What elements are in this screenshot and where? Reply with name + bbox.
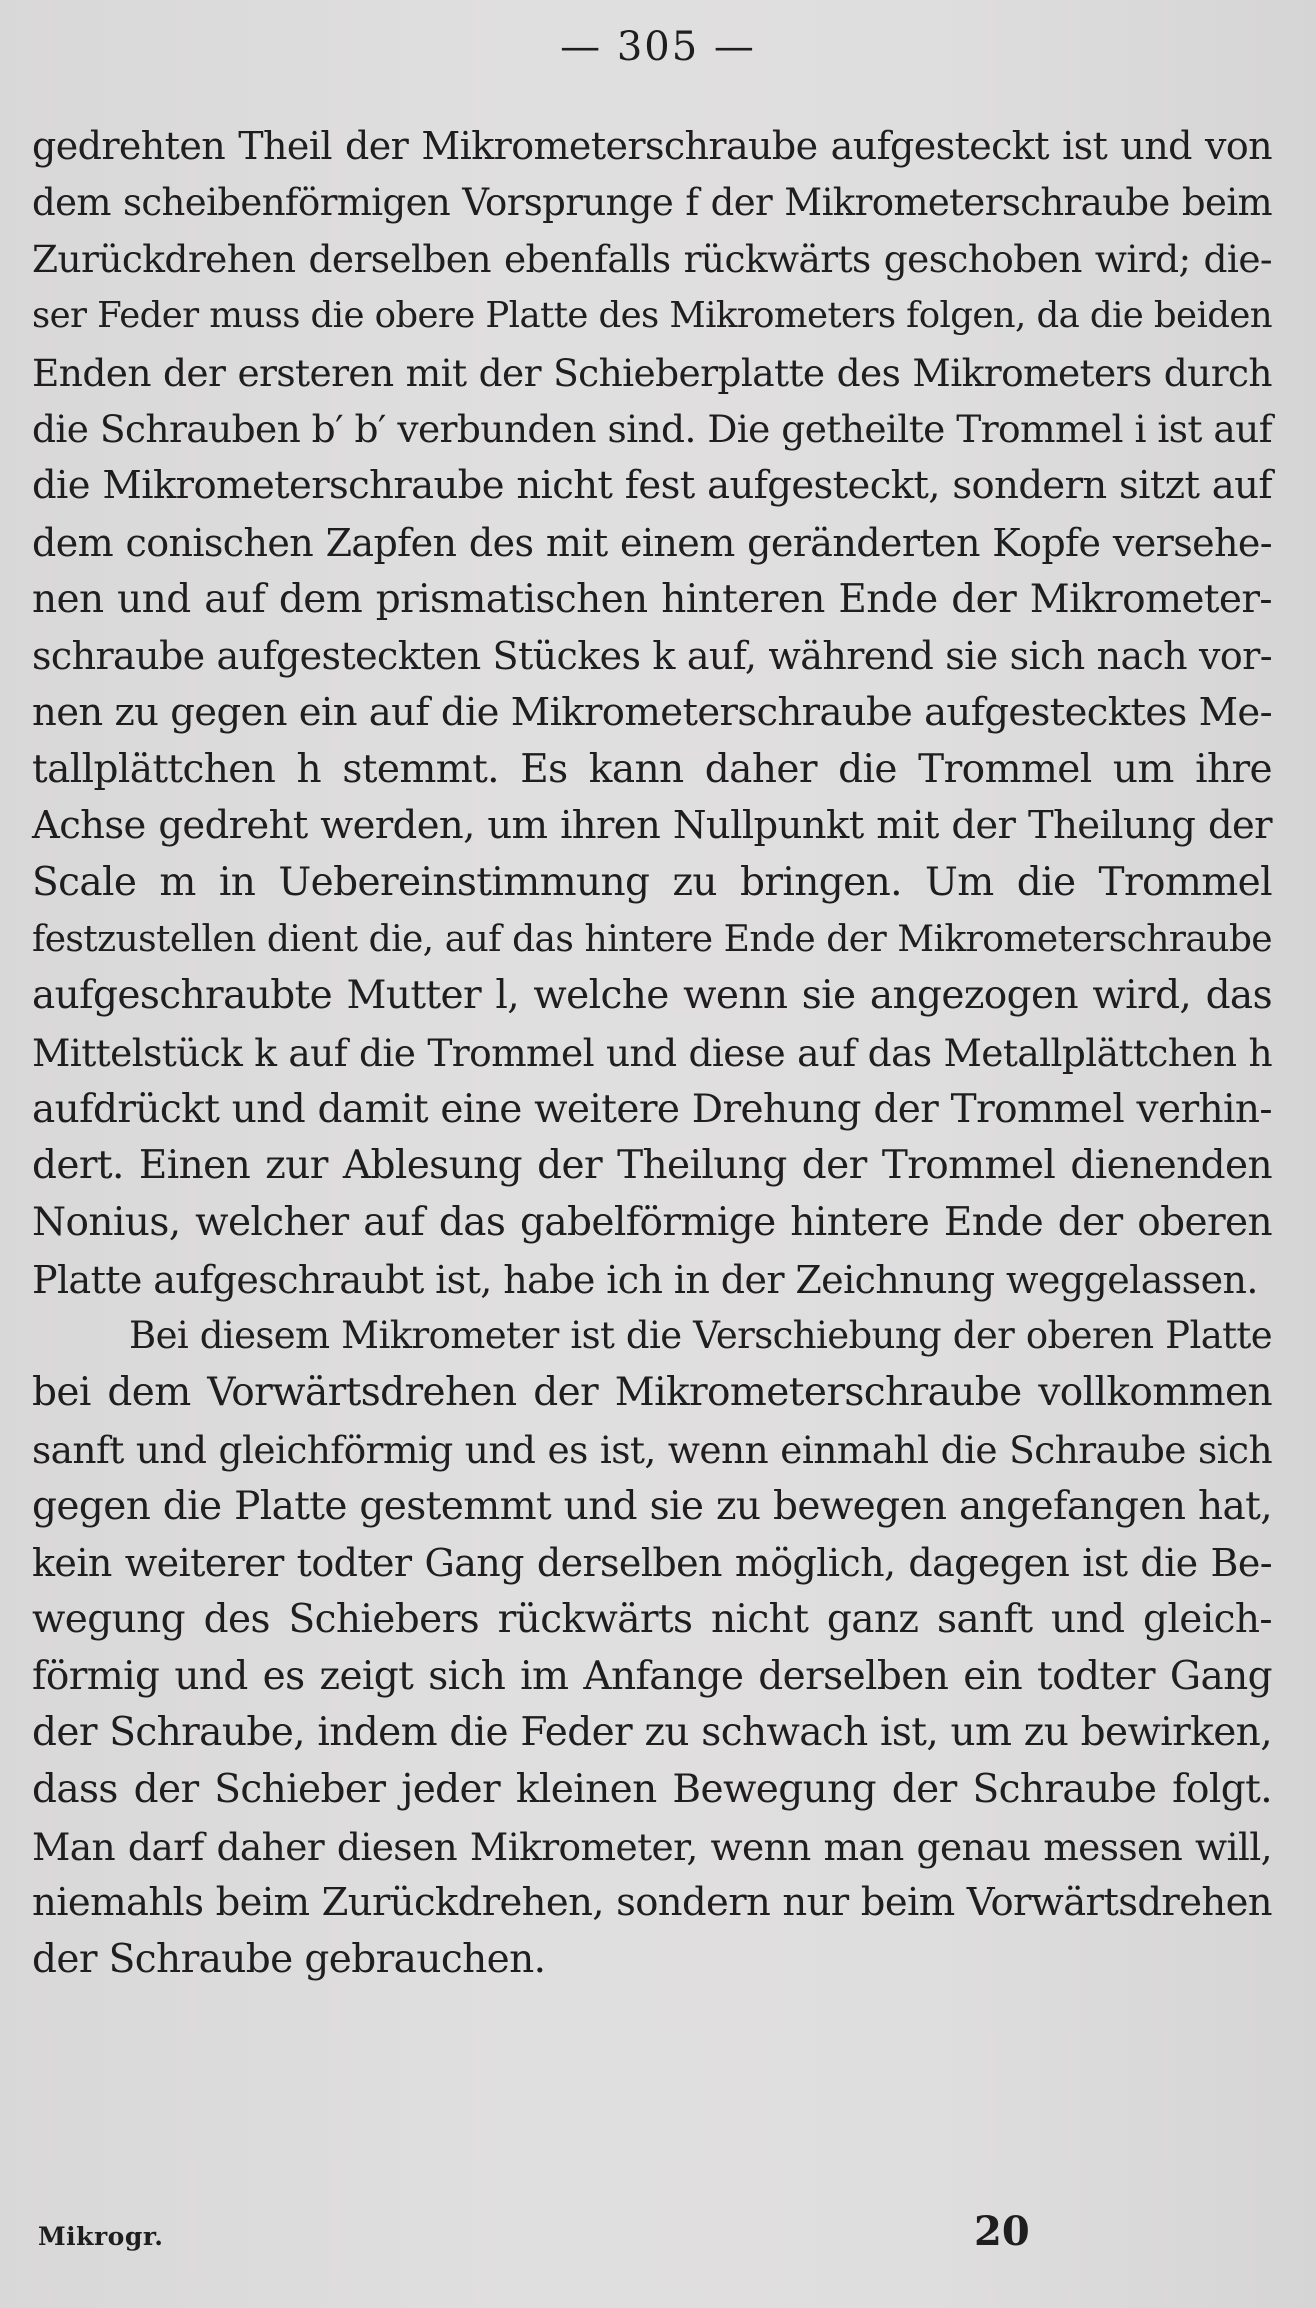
text-line: Man darf daher diesen Mikrometer, wenn man genau messen will, (32, 1824, 1272, 1869)
text-line: kein weiterer todter Gang derselben möglich, dagegen ist die Be- (32, 1541, 1272, 1586)
text-line: tallplättchen h stemmt. Es kann daher die Trommel um ihre (32, 746, 1272, 792)
text-line: niemahls beim Zurückdrehen, sondern nur beim Vorwärtsdrehen (32, 1880, 1272, 1926)
text-line: die Schrauben b′ b′ verbunden sind. Die getheilte Trommel i ist auf (32, 407, 1272, 452)
text-line: Nonius, welcher auf das gabelförmige hintere Ende der oberen (32, 1200, 1272, 1246)
sheet-number: 20 (974, 2208, 1030, 2255)
text-line: förmig und es zeigt sich im Anfange derselben ein todter Gang (32, 1653, 1272, 1699)
text-line: dem conischen Zapfen des mit einem geränderten Kopfe versehe- (32, 520, 1272, 565)
signature-mark: Mikrogr. (38, 2222, 164, 2251)
text-line: Mittelstück k auf die Trommel und diese auf das Metallplättchen h (32, 1031, 1272, 1075)
text-line: der Schraube gebrauchen. (32, 1937, 546, 1982)
text-line: Achse gedreht werden, um ihren Nullpunkt mit der Theilung der (32, 803, 1272, 849)
text-line: die Mikrometerschraube nicht fest aufgesteckt, sondern sitzt auf (32, 463, 1272, 509)
text-line: wegung des Schiebers rückwärts nicht ganz sanft und gleich- (32, 1596, 1272, 1642)
text-line: aufdrückt und damit eine weitere Drehung der Trommel verhin- (32, 1086, 1272, 1132)
text-line: dass der Schieber jeder kleinen Bewegung der Schraube folgt. (32, 1766, 1272, 1812)
text-line: Scale m in Uebereinstimmung zu bringen. Um die Trommel (32, 859, 1272, 905)
text-line: Enden der ersteren mit der Schieberplatte des Mikrometers durch (32, 350, 1272, 395)
text-line: ser Feder muss die obere Platte des Mikrometers folgen, da die beiden (32, 295, 1272, 337)
text-line: nen und auf dem prismatischen hinteren Ende der Mikrometer- (32, 576, 1272, 622)
text-line: dert. Einen zur Ablesung der Theilung der Trommel dienenden (32, 1143, 1272, 1189)
text-line: schraube aufgesteckten Stückes k auf, während sie sich nach vor- (32, 634, 1272, 679)
text-line: nen zu gegen ein auf die Mikrometerschraube aufgestecktes Me- (32, 689, 1272, 735)
paragraph-2 (32, 1308, 1272, 1988)
text-line: festzustellen dient die, auf das hintere Ende der Mikrometerschraube (32, 918, 1272, 960)
page-number: — 305 — (560, 24, 756, 70)
text-line: sanft und gleichförmig und es ist, wenn einmahl die Schraube sich (32, 1427, 1272, 1472)
text-line: Zurückdrehen derselben ebenfalls rückwärts geschoben wird; die- (32, 237, 1272, 282)
text-line: gegen die Platte gestemmt und sie zu bewegen angefangen hat, (32, 1483, 1272, 1529)
paragraph-1 (32, 118, 1272, 1308)
text-line: bei dem Vorwärtsdrehen der Mikrometerschraube vollkommen (32, 1370, 1272, 1416)
text-line: Bei diesem Mikrometer ist die Verschiebung der oberen Platte (129, 1314, 1272, 1358)
text-line: aufgeschraubte Mutter l, welche wenn sie angezogen wird, das (32, 973, 1272, 1019)
text-line: gedrehten Theil der Mikrometerschraube aufgesteckt ist und von (32, 124, 1272, 168)
text-line: Platte aufgeschraubt ist, habe ich in der Zeichnung weggelassen. (32, 1257, 1258, 1302)
page-body (32, 118, 1272, 1989)
text-line: dem scheibenförmigen Vorsprunge f der Mikrometerschraube beim (32, 180, 1272, 224)
text-line: der Schraube, indem die Feder zu schwach ist, um zu bewirken, (32, 1710, 1272, 1756)
